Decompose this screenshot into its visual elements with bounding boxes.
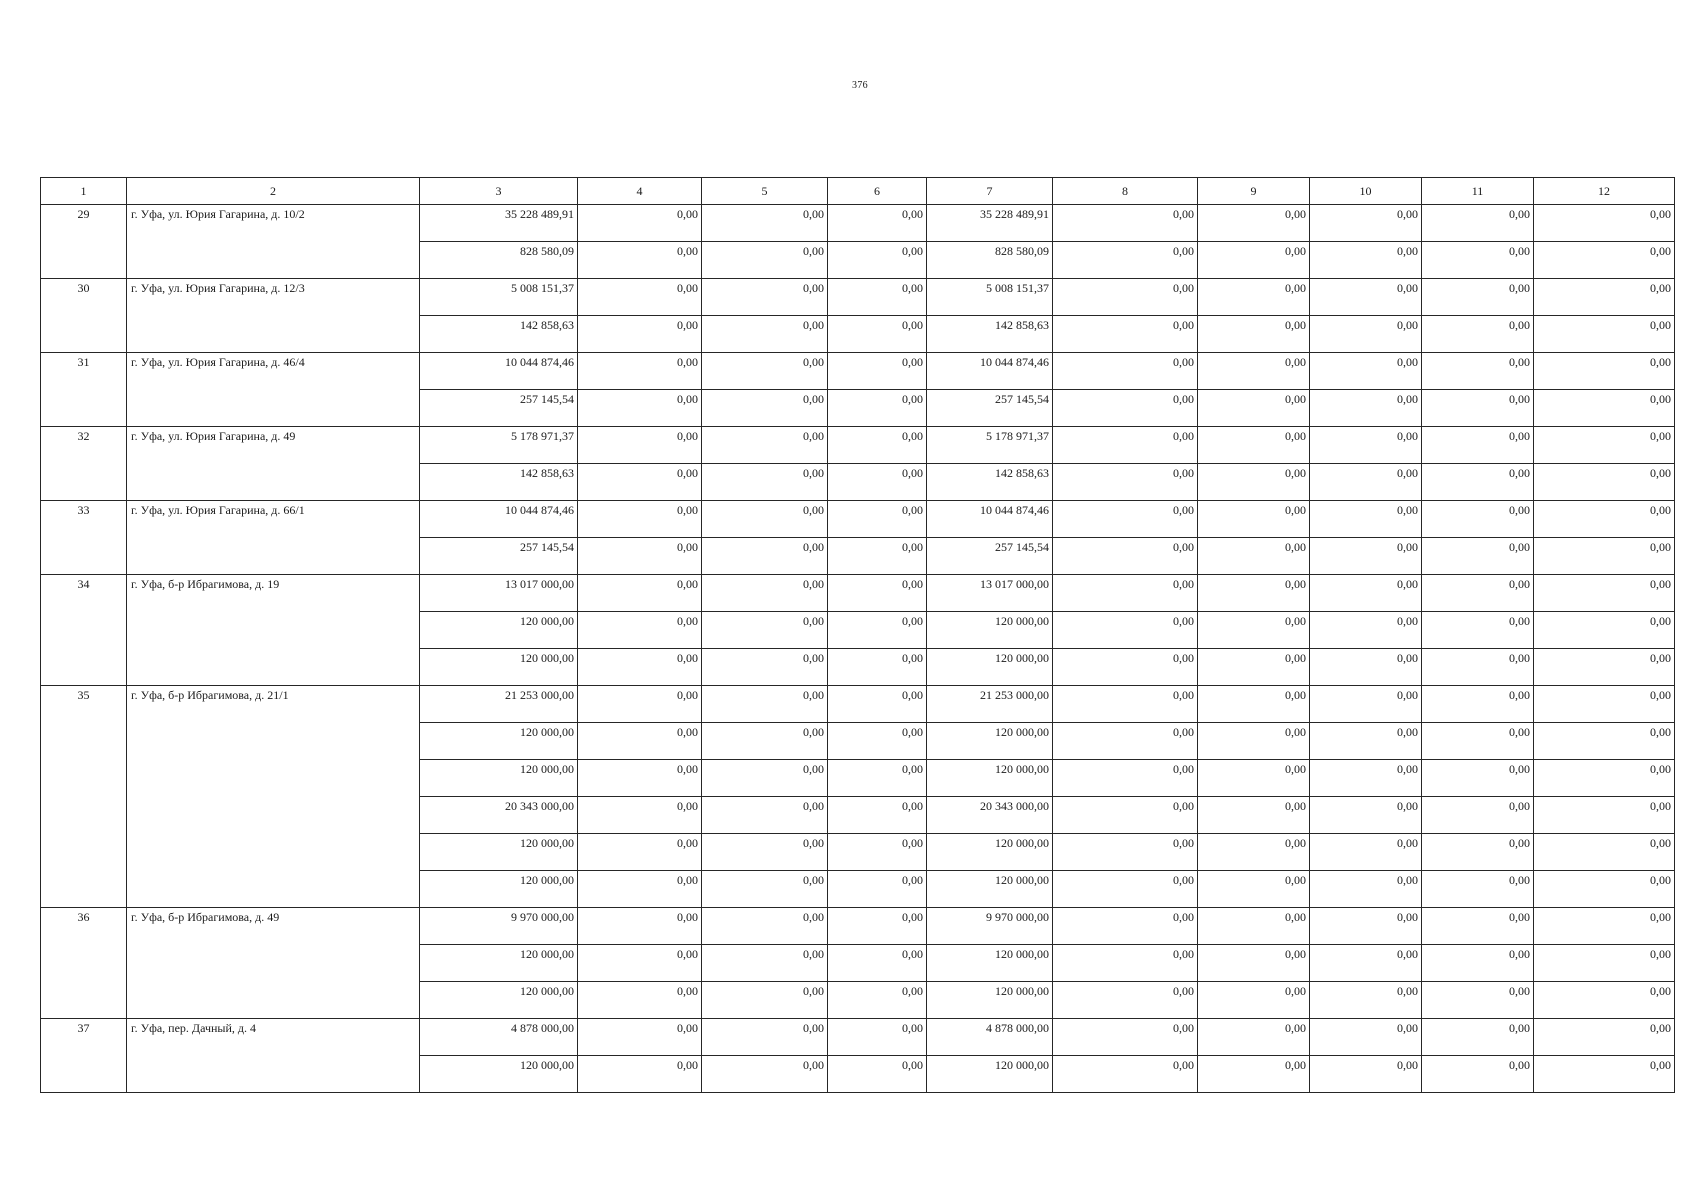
amount-cell-col-10: 0,00: [1310, 908, 1422, 945]
page-cutoff: [0, 1134, 1697, 1200]
amount-cell-col-7: 828 580,09: [927, 242, 1053, 279]
amount-cell-col-6: 0,00: [828, 390, 927, 427]
amount-cell-col-10: 0,00: [1310, 427, 1422, 464]
amount-cell-col-10: 0,00: [1310, 1056, 1422, 1093]
column-header-5: 5: [702, 178, 828, 205]
column-header-9: 9: [1198, 178, 1310, 205]
table-row: [41, 501, 1675, 538]
amount-cell-col-3: 257 145,54: [420, 390, 578, 427]
address-cell: г. Уфа, б-р Ибрагимова, д. 21/1: [127, 686, 420, 908]
amount-cell-col-11: 0,00: [1422, 279, 1534, 316]
row-number: 30: [41, 279, 127, 353]
column-header-8: 8: [1053, 178, 1198, 205]
amount-cell-col-3: 120 000,00: [420, 723, 578, 760]
amount-cell-col-8: 0,00: [1053, 834, 1198, 871]
amount-cell-col-7: 20 343 000,00: [927, 797, 1053, 834]
amount-cell-col-6: 0,00: [828, 427, 927, 464]
row-number: 33: [41, 501, 127, 575]
amount-cell-col-11: 0,00: [1422, 945, 1534, 982]
amount-cell-col-9: 0,00: [1198, 612, 1310, 649]
amount-cell-col-3: 20 343 000,00: [420, 797, 578, 834]
column-header-10: 10: [1310, 178, 1422, 205]
amount-cell-col-7: 257 145,54: [927, 538, 1053, 575]
amount-cell-col-7: 120 000,00: [927, 612, 1053, 649]
amount-cell-col-10: 0,00: [1310, 205, 1422, 242]
amount-cell-col-11: 0,00: [1422, 871, 1534, 908]
amount-cell-col-4: 0,00: [578, 427, 702, 464]
amount-cell-col-11: 0,00: [1422, 353, 1534, 390]
amount-cell-col-3: 120 000,00: [420, 760, 578, 797]
table-row: [41, 1019, 1675, 1056]
amount-cell-col-5: 0,00: [702, 464, 828, 501]
amount-cell-col-5: 0,00: [702, 797, 828, 834]
amount-cell-col-9: 0,00: [1198, 834, 1310, 871]
amount-cell-col-11: 0,00: [1422, 390, 1534, 427]
amount-cell-col-6: 0,00: [828, 205, 927, 242]
amount-cell-col-3: 142 858,63: [420, 464, 578, 501]
table-row: [41, 908, 1675, 945]
amount-cell-col-12: 0,00: [1534, 205, 1675, 242]
amount-cell-col-12: 0,00: [1534, 1056, 1675, 1093]
column-header-7: 7: [927, 178, 1053, 205]
amount-cell-col-8: 0,00: [1053, 1019, 1198, 1056]
amount-cell-col-5: 0,00: [702, 242, 828, 279]
amount-cell-col-9: 0,00: [1198, 1019, 1310, 1056]
amount-cell-col-12: 0,00: [1534, 316, 1675, 353]
amount-cell-col-4: 0,00: [578, 649, 702, 686]
amount-cell-col-8: 0,00: [1053, 353, 1198, 390]
amount-cell-col-12: 0,00: [1534, 612, 1675, 649]
amount-cell-col-3: 120 000,00: [420, 945, 578, 982]
amount-cell-col-9: 0,00: [1198, 797, 1310, 834]
amount-cell-col-7: 120 000,00: [927, 760, 1053, 797]
amount-cell-col-9: 0,00: [1198, 353, 1310, 390]
amount-cell-col-7: 120 000,00: [927, 871, 1053, 908]
amount-cell-col-4: 0,00: [578, 686, 702, 723]
amount-cell-col-4: 0,00: [578, 797, 702, 834]
amount-cell-col-8: 0,00: [1053, 797, 1198, 834]
amount-cell-col-12: 0,00: [1534, 390, 1675, 427]
table-row: [41, 205, 1675, 242]
amount-cell-col-11: 0,00: [1422, 427, 1534, 464]
amount-cell-col-4: 0,00: [578, 612, 702, 649]
amount-cell-col-12: 0,00: [1534, 649, 1675, 686]
amount-cell-col-7: 142 858,63: [927, 316, 1053, 353]
amount-cell-col-4: 0,00: [578, 279, 702, 316]
amount-cell-col-9: 0,00: [1198, 538, 1310, 575]
amount-cell-col-3: 142 858,63: [420, 316, 578, 353]
amount-cell-col-6: 0,00: [828, 797, 927, 834]
amount-cell-col-12: 0,00: [1534, 242, 1675, 279]
amount-cell-col-6: 0,00: [828, 908, 927, 945]
amount-cell-col-3: 35 228 489,91: [420, 205, 578, 242]
amount-cell-col-8: 0,00: [1053, 612, 1198, 649]
address-cell: г. Уфа, ул. Юрия Гагарина, д. 10/2: [127, 205, 420, 279]
amount-cell-col-6: 0,00: [828, 538, 927, 575]
amount-cell-col-9: 0,00: [1198, 871, 1310, 908]
amount-cell-col-3: 5 178 971,37: [420, 427, 578, 464]
amount-cell-col-5: 0,00: [702, 982, 828, 1019]
amount-cell-col-3: 5 008 151,37: [420, 279, 578, 316]
amount-cell-col-4: 0,00: [578, 353, 702, 390]
amount-cell-col-8: 0,00: [1053, 390, 1198, 427]
amount-cell-col-10: 0,00: [1310, 538, 1422, 575]
amount-cell-col-11: 0,00: [1422, 686, 1534, 723]
amount-cell-col-10: 0,00: [1310, 1019, 1422, 1056]
amount-cell-col-4: 0,00: [578, 242, 702, 279]
amount-cell-col-4: 0,00: [578, 982, 702, 1019]
amount-cell-col-5: 0,00: [702, 316, 828, 353]
amount-cell-col-11: 0,00: [1422, 242, 1534, 279]
amount-cell-col-6: 0,00: [828, 834, 927, 871]
amount-cell-col-6: 0,00: [828, 353, 927, 390]
amount-cell-col-7: 13 017 000,00: [927, 575, 1053, 612]
amount-cell-col-10: 0,00: [1310, 797, 1422, 834]
column-header-4: 4: [578, 178, 702, 205]
amount-cell-col-11: 0,00: [1422, 316, 1534, 353]
amount-cell-col-9: 0,00: [1198, 242, 1310, 279]
table-body: [41, 205, 1675, 1093]
amount-cell-col-10: 0,00: [1310, 501, 1422, 538]
amount-cell-col-10: 0,00: [1310, 353, 1422, 390]
amount-cell-col-5: 0,00: [702, 945, 828, 982]
amount-cell-col-7: 120 000,00: [927, 649, 1053, 686]
row-number: 31: [41, 353, 127, 427]
amount-cell-col-6: 0,00: [828, 242, 927, 279]
amount-cell-col-11: 0,00: [1422, 538, 1534, 575]
amount-cell-col-4: 0,00: [578, 1019, 702, 1056]
table-row: [41, 686, 1675, 723]
amount-cell-col-8: 0,00: [1053, 242, 1198, 279]
table-row: [41, 427, 1675, 464]
amount-cell-col-10: 0,00: [1310, 945, 1422, 982]
amount-cell-col-9: 0,00: [1198, 205, 1310, 242]
amount-cell-col-7: 10 044 874,46: [927, 501, 1053, 538]
amount-cell-col-10: 0,00: [1310, 612, 1422, 649]
amount-cell-col-6: 0,00: [828, 686, 927, 723]
amount-cell-col-10: 0,00: [1310, 316, 1422, 353]
financing-table: [40, 177, 1675, 1093]
amount-cell-col-3: 21 253 000,00: [420, 686, 578, 723]
amount-cell-col-7: 10 044 874,46: [927, 353, 1053, 390]
amount-cell-col-6: 0,00: [828, 612, 927, 649]
amount-cell-col-9: 0,00: [1198, 575, 1310, 612]
amount-cell-col-10: 0,00: [1310, 760, 1422, 797]
amount-cell-col-8: 0,00: [1053, 279, 1198, 316]
amount-cell-col-7: 5 008 151,37: [927, 279, 1053, 316]
amount-cell-col-3: 120 000,00: [420, 871, 578, 908]
amount-cell-col-4: 0,00: [578, 908, 702, 945]
row-number: 34: [41, 575, 127, 686]
amount-cell-col-11: 0,00: [1422, 612, 1534, 649]
column-header-11: 11: [1422, 178, 1534, 205]
amount-cell-col-6: 0,00: [828, 464, 927, 501]
amount-cell-col-3: 120 000,00: [420, 612, 578, 649]
row-number: 29: [41, 205, 127, 279]
amount-cell-col-10: 0,00: [1310, 982, 1422, 1019]
amount-cell-col-3: 120 000,00: [420, 982, 578, 1019]
row-number: 35: [41, 686, 127, 908]
amount-cell-col-9: 0,00: [1198, 945, 1310, 982]
amount-cell-col-5: 0,00: [702, 834, 828, 871]
amount-cell-col-4: 0,00: [578, 538, 702, 575]
amount-cell-col-11: 0,00: [1422, 205, 1534, 242]
amount-cell-col-12: 0,00: [1534, 945, 1675, 982]
amount-cell-col-10: 0,00: [1310, 279, 1422, 316]
amount-cell-col-4: 0,00: [578, 575, 702, 612]
amount-cell-col-6: 0,00: [828, 1056, 927, 1093]
amount-cell-col-12: 0,00: [1534, 871, 1675, 908]
column-header-2: 2: [127, 178, 420, 205]
amount-cell-col-5: 0,00: [702, 205, 828, 242]
amount-cell-col-12: 0,00: [1534, 279, 1675, 316]
amount-cell-col-11: 0,00: [1422, 834, 1534, 871]
amount-cell-col-6: 0,00: [828, 982, 927, 1019]
amount-cell-col-7: 257 145,54: [927, 390, 1053, 427]
amount-cell-col-9: 0,00: [1198, 1056, 1310, 1093]
amount-cell-col-12: 0,00: [1534, 538, 1675, 575]
amount-cell-col-9: 0,00: [1198, 464, 1310, 501]
amount-cell-col-7: 9 970 000,00: [927, 908, 1053, 945]
amount-cell-col-10: 0,00: [1310, 686, 1422, 723]
amount-cell-col-3: 120 000,00: [420, 834, 578, 871]
amount-cell-col-10: 0,00: [1310, 464, 1422, 501]
amount-cell-col-3: 10 044 874,46: [420, 501, 578, 538]
amount-cell-col-4: 0,00: [578, 834, 702, 871]
amount-cell-col-4: 0,00: [578, 945, 702, 982]
row-number: 36: [41, 908, 127, 1019]
amount-cell-col-12: 0,00: [1534, 501, 1675, 538]
amount-cell-col-7: 120 000,00: [927, 982, 1053, 1019]
amount-cell-col-3: 257 145,54: [420, 538, 578, 575]
amount-cell-col-7: 21 253 000,00: [927, 686, 1053, 723]
amount-cell-col-10: 0,00: [1310, 723, 1422, 760]
amount-cell-col-6: 0,00: [828, 945, 927, 982]
amount-cell-col-5: 0,00: [702, 908, 828, 945]
amount-cell-col-9: 0,00: [1198, 427, 1310, 464]
column-header-12: 12: [1534, 178, 1675, 205]
amount-cell-col-10: 0,00: [1310, 242, 1422, 279]
address-cell: г. Уфа, ул. Юрия Гагарина, д. 66/1: [127, 501, 420, 575]
amount-cell-col-8: 0,00: [1053, 945, 1198, 982]
amount-cell-col-12: 0,00: [1534, 1019, 1675, 1056]
amount-cell-col-9: 0,00: [1198, 686, 1310, 723]
amount-cell-col-12: 0,00: [1534, 353, 1675, 390]
amount-cell-col-5: 0,00: [702, 427, 828, 464]
amount-cell-col-5: 0,00: [702, 649, 828, 686]
amount-cell-col-4: 0,00: [578, 723, 702, 760]
amount-cell-col-9: 0,00: [1198, 390, 1310, 427]
amount-cell-col-6: 0,00: [828, 316, 927, 353]
amount-cell-col-4: 0,00: [578, 316, 702, 353]
amount-cell-col-11: 0,00: [1422, 1019, 1534, 1056]
amount-cell-col-7: 120 000,00: [927, 834, 1053, 871]
amount-cell-col-12: 0,00: [1534, 760, 1675, 797]
amount-cell-col-12: 0,00: [1534, 834, 1675, 871]
amount-cell-col-12: 0,00: [1534, 575, 1675, 612]
column-header-1: 1: [41, 178, 127, 205]
amount-cell-col-11: 0,00: [1422, 723, 1534, 760]
amount-cell-col-7: 4 878 000,00: [927, 1019, 1053, 1056]
amount-cell-col-8: 0,00: [1053, 908, 1198, 945]
amount-cell-col-6: 0,00: [828, 871, 927, 908]
amount-cell-col-11: 0,00: [1422, 1056, 1534, 1093]
amount-cell-col-5: 0,00: [702, 353, 828, 390]
amount-cell-col-4: 0,00: [578, 1056, 702, 1093]
amount-cell-col-11: 0,00: [1422, 575, 1534, 612]
amount-cell-col-8: 0,00: [1053, 1056, 1198, 1093]
amount-cell-col-8: 0,00: [1053, 575, 1198, 612]
amount-cell-col-8: 0,00: [1053, 649, 1198, 686]
amount-cell-col-9: 0,00: [1198, 723, 1310, 760]
amount-cell-col-12: 0,00: [1534, 797, 1675, 834]
amount-cell-col-11: 0,00: [1422, 649, 1534, 686]
amount-cell-col-6: 0,00: [828, 649, 927, 686]
amount-cell-col-6: 0,00: [828, 279, 927, 316]
amount-cell-col-3: 4 878 000,00: [420, 1019, 578, 1056]
address-cell: г. Уфа, пер. Дачный, д. 4: [127, 1019, 420, 1093]
amount-cell-col-8: 0,00: [1053, 760, 1198, 797]
amount-cell-col-7: 35 228 489,91: [927, 205, 1053, 242]
amount-cell-col-6: 0,00: [828, 723, 927, 760]
amount-cell-col-10: 0,00: [1310, 871, 1422, 908]
amount-cell-col-11: 0,00: [1422, 982, 1534, 1019]
amount-cell-col-12: 0,00: [1534, 908, 1675, 945]
row-number: 37: [41, 1019, 127, 1093]
amount-cell-col-3: 10 044 874,46: [420, 353, 578, 390]
amount-cell-col-8: 0,00: [1053, 723, 1198, 760]
amount-cell-col-6: 0,00: [828, 1019, 927, 1056]
table-row: [41, 353, 1675, 390]
amount-cell-col-9: 0,00: [1198, 982, 1310, 1019]
amount-cell-col-4: 0,00: [578, 501, 702, 538]
address-cell: г. Уфа, ул. Юрия Гагарина, д. 12/3: [127, 279, 420, 353]
amount-cell-col-4: 0,00: [578, 205, 702, 242]
amount-cell-col-12: 0,00: [1534, 427, 1675, 464]
address-cell: г. Уфа, ул. Юрия Гагарина, д. 49: [127, 427, 420, 501]
amount-cell-col-4: 0,00: [578, 390, 702, 427]
amount-cell-col-5: 0,00: [702, 1019, 828, 1056]
amount-cell-col-3: 13 017 000,00: [420, 575, 578, 612]
amount-cell-col-5: 0,00: [702, 612, 828, 649]
amount-cell-col-8: 0,00: [1053, 427, 1198, 464]
amount-cell-col-8: 0,00: [1053, 205, 1198, 242]
amount-cell-col-5: 0,00: [702, 538, 828, 575]
amount-cell-col-5: 0,00: [702, 1056, 828, 1093]
amount-cell-col-6: 0,00: [828, 501, 927, 538]
address-cell: г. Уфа, б-р Ибрагимова, д. 19: [127, 575, 420, 686]
amount-cell-col-11: 0,00: [1422, 501, 1534, 538]
amount-cell-col-5: 0,00: [702, 575, 828, 612]
amount-cell-col-9: 0,00: [1198, 649, 1310, 686]
address-cell: г. Уфа, б-р Ибрагимова, д. 49: [127, 908, 420, 1019]
amount-cell-col-3: 9 970 000,00: [420, 908, 578, 945]
amount-cell-col-5: 0,00: [702, 686, 828, 723]
column-header-6: 6: [828, 178, 927, 205]
amount-cell-col-5: 0,00: [702, 760, 828, 797]
amount-cell-col-8: 0,00: [1053, 871, 1198, 908]
amount-cell-col-3: 120 000,00: [420, 649, 578, 686]
amount-cell-col-11: 0,00: [1422, 908, 1534, 945]
amount-cell-col-5: 0,00: [702, 723, 828, 760]
amount-cell-col-9: 0,00: [1198, 279, 1310, 316]
table-row: [41, 279, 1675, 316]
page-number: 376: [852, 80, 868, 91]
amount-cell-col-9: 0,00: [1198, 501, 1310, 538]
amount-cell-col-7: 142 858,63: [927, 464, 1053, 501]
amount-cell-col-9: 0,00: [1198, 908, 1310, 945]
amount-cell-col-5: 0,00: [702, 501, 828, 538]
amount-cell-col-12: 0,00: [1534, 464, 1675, 501]
amount-cell-col-9: 0,00: [1198, 760, 1310, 797]
amount-cell-col-6: 0,00: [828, 575, 927, 612]
amount-cell-col-7: 120 000,00: [927, 723, 1053, 760]
amount-cell-col-10: 0,00: [1310, 575, 1422, 612]
amount-cell-col-8: 0,00: [1053, 464, 1198, 501]
amount-cell-col-9: 0,00: [1198, 316, 1310, 353]
amount-cell-col-4: 0,00: [578, 464, 702, 501]
amount-cell-col-8: 0,00: [1053, 686, 1198, 723]
amount-cell-col-12: 0,00: [1534, 686, 1675, 723]
amount-cell-col-11: 0,00: [1422, 797, 1534, 834]
column-header-3: 3: [420, 178, 578, 205]
row-number: 32: [41, 427, 127, 501]
amount-cell-col-4: 0,00: [578, 871, 702, 908]
amount-cell-col-7: 120 000,00: [927, 1056, 1053, 1093]
amount-cell-col-12: 0,00: [1534, 982, 1675, 1019]
amount-cell-col-10: 0,00: [1310, 390, 1422, 427]
table-row: [41, 575, 1675, 612]
amount-cell-col-11: 0,00: [1422, 464, 1534, 501]
amount-cell-col-4: 0,00: [578, 760, 702, 797]
amount-cell-col-6: 0,00: [828, 760, 927, 797]
amount-cell-col-3: 120 000,00: [420, 1056, 578, 1093]
amount-cell-col-5: 0,00: [702, 279, 828, 316]
amount-cell-col-3: 828 580,09: [420, 242, 578, 279]
amount-cell-col-8: 0,00: [1053, 316, 1198, 353]
amount-cell-col-5: 0,00: [702, 390, 828, 427]
column-number-row: [41, 178, 1675, 205]
amount-cell-col-8: 0,00: [1053, 982, 1198, 1019]
amount-cell-col-7: 120 000,00: [927, 945, 1053, 982]
amount-cell-col-10: 0,00: [1310, 649, 1422, 686]
amount-cell-col-8: 0,00: [1053, 501, 1198, 538]
amount-cell-col-11: 0,00: [1422, 760, 1534, 797]
address-cell: г. Уфа, ул. Юрия Гагарина, д. 46/4: [127, 353, 420, 427]
amount-cell-col-8: 0,00: [1053, 538, 1198, 575]
amount-cell-col-5: 0,00: [702, 871, 828, 908]
amount-cell-col-10: 0,00: [1310, 834, 1422, 871]
amount-cell-col-7: 5 178 971,37: [927, 427, 1053, 464]
amount-cell-col-12: 0,00: [1534, 723, 1675, 760]
